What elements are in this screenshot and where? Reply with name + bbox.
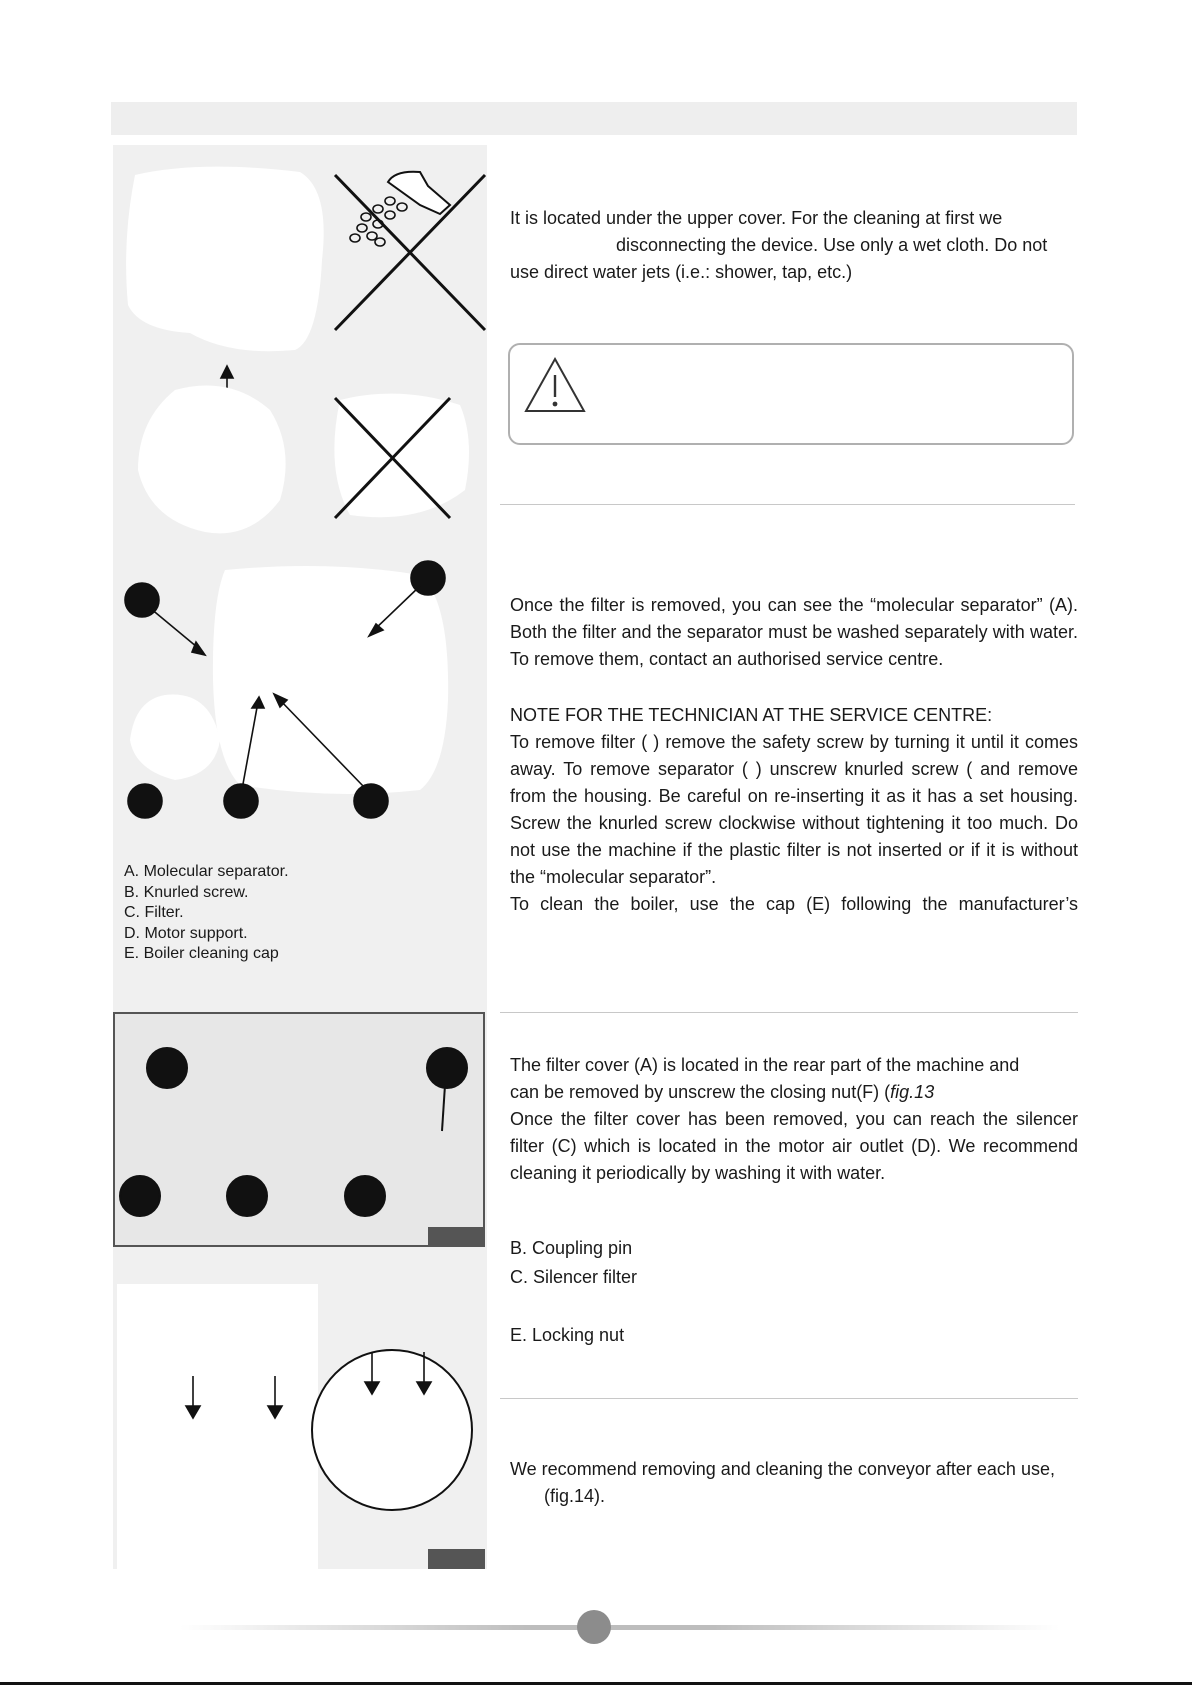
filter-cover-text xyxy=(510,1052,1078,1106)
conveyor-line1: We recommend removing and cleaning the conveyor after each use, xyxy=(510,1459,1055,1479)
list-coupling-pin: B. Coupling pin xyxy=(510,1238,633,1258)
legend-item-e: E. Boiler cleaning cap xyxy=(124,945,279,962)
cover-cleaning-line2: disconnecting the device. Use only a wet cloth. Do not xyxy=(616,235,1048,255)
conveyor-line2: (fig.14). xyxy=(544,1486,606,1506)
legend-item-b: B. Knurled screw. xyxy=(124,883,249,901)
technician-note-heading: NOTE FOR THE TECHNICIAN AT THE SERVICE CENTRE: xyxy=(510,705,993,725)
separator-text: Once the filter is removed, you can see the “molecular separator” (A). Both the filter and the separator must be washed separately with water. To remove them, contact an authorised service centre. xyxy=(510,595,1078,669)
technician-note-body: To remove filter ( ) remove the safety screw by turning it until it comes away. To remove separator ( ) unscrew knurled screw ( and remove from the housing. Be careful on re-inserting it as it has a set housing. Screw the knurled screw clockwise without tightening it too much. Do not use the machine if the plastic filter is not inserted or if it is without the “molecular separator”. xyxy=(510,732,1078,887)
section-divider-2 xyxy=(500,1012,1078,1013)
list-silencer-filter: C. Silencer filter xyxy=(510,1267,638,1287)
warning-icon xyxy=(522,355,588,415)
cover-cleaning-line1: It is located under the upper cover. For the cleaning at first we xyxy=(510,208,1003,228)
cover-cleaning-line3: use direct water jets (i.e.: shower, tap, etc.) xyxy=(510,262,853,282)
conveyor-text xyxy=(510,1456,1078,1510)
filter-cover-line2: can be removed by unscrew the closing nut(F) ( xyxy=(510,1082,891,1102)
footer-line xyxy=(180,1625,1060,1630)
magnifier-circle xyxy=(312,1350,472,1510)
cover-cleaning-text xyxy=(510,205,1078,286)
section-divider-1 xyxy=(500,504,1075,505)
list-locking-nut: E. Locking nut xyxy=(510,1325,625,1345)
legend-item-d: D. Motor support. xyxy=(124,924,248,942)
page-marker xyxy=(577,1610,611,1644)
fig-13-reference: fig.13 xyxy=(890,1082,935,1102)
filter-cover-line1: The filter cover (A) is located in the rear part of the machine and xyxy=(510,1055,1020,1075)
legend-item-a: A. Molecular separator. xyxy=(124,863,289,880)
silencer-filter-text: Once the filter cover has been removed, you can reach the silencer filter (C) which is located in the motor air outlet (D). We recommend cleaning it periodically by washing it with water. xyxy=(510,1109,1078,1183)
boiler-cleaning-text: To clean the boiler, use the cap (E) following the manufacturer’s xyxy=(510,894,1078,914)
section-divider-3 xyxy=(500,1398,1078,1399)
warning-box xyxy=(508,343,1074,445)
legend-item-c: C. Filter. xyxy=(124,904,184,921)
